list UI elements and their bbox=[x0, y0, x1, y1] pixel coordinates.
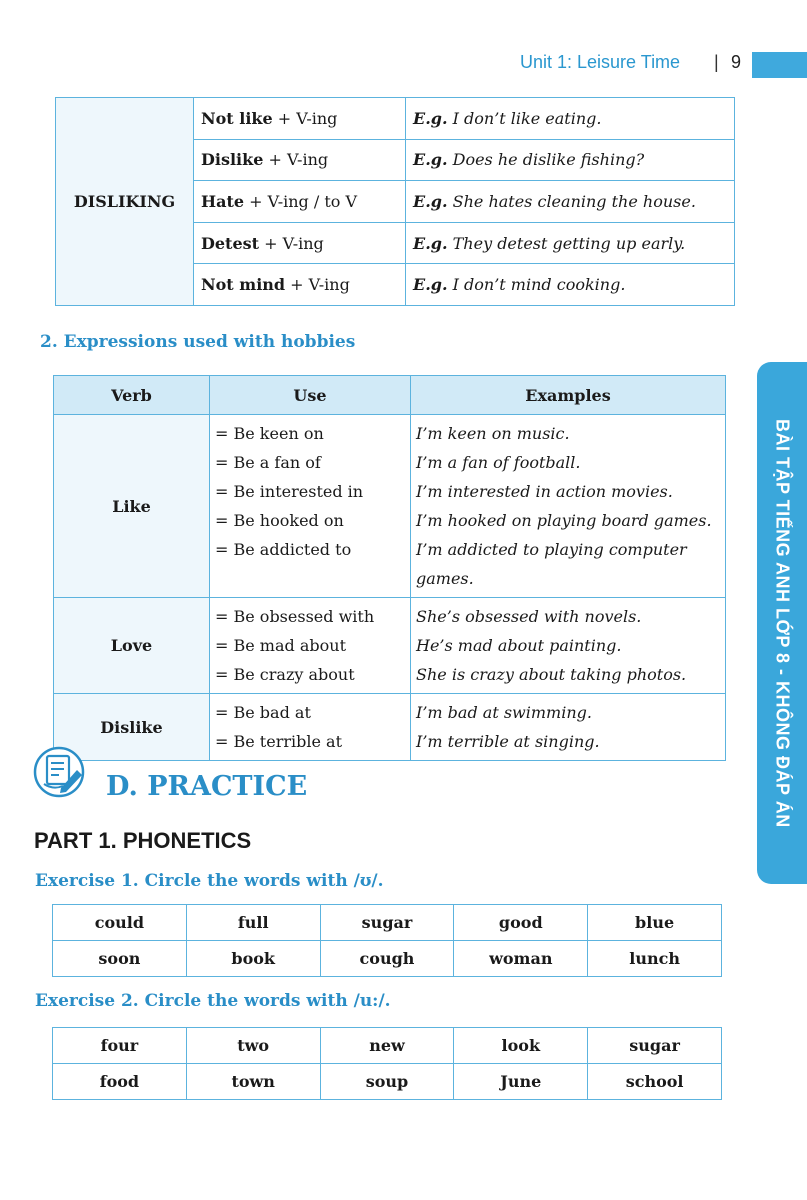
example-item: I’m keen on music. bbox=[416, 424, 570, 443]
table-row bbox=[53, 1064, 722, 1100]
example-item: She is crazy about taking photos. bbox=[416, 665, 687, 684]
word-cell[interactable]: full bbox=[186, 905, 320, 941]
example-cell bbox=[406, 264, 735, 306]
verb-cell: Dislike bbox=[54, 694, 210, 761]
examples-cell bbox=[411, 694, 726, 761]
eg-label: E.g. bbox=[413, 233, 448, 253]
form-verb: Hate bbox=[201, 191, 245, 211]
form-rest: + V-ing bbox=[285, 275, 350, 295]
word-cell[interactable]: June bbox=[454, 1064, 588, 1100]
section-heading: 2. Expressions used with hobbies bbox=[40, 332, 356, 352]
word-cell[interactable]: cough bbox=[320, 941, 454, 977]
use-cell bbox=[210, 415, 411, 598]
form-cell bbox=[194, 222, 406, 264]
example-cell bbox=[406, 181, 735, 223]
example-cell bbox=[406, 139, 735, 181]
use-cell bbox=[210, 694, 411, 761]
table-row bbox=[54, 598, 726, 694]
form-cell bbox=[194, 181, 406, 223]
table-header-row bbox=[54, 376, 726, 415]
example-text: Does he dislike fishing? bbox=[447, 150, 645, 170]
example-text: I don’t mind cooking. bbox=[447, 275, 626, 295]
expressions-table bbox=[53, 375, 726, 761]
word-cell[interactable]: sugar bbox=[320, 905, 454, 941]
table-row bbox=[53, 905, 722, 941]
exercise-2-table bbox=[52, 1027, 722, 1100]
example-item: She’s obsessed with novels. bbox=[416, 607, 642, 626]
column-header-use: Use bbox=[210, 376, 411, 415]
word-cell[interactable]: town bbox=[186, 1064, 320, 1100]
notebook-pencil-icon bbox=[33, 744, 91, 800]
exercise-2-title: Exercise 2. Circle the words with /u:/. bbox=[35, 991, 391, 1011]
word-cell[interactable]: lunch bbox=[588, 941, 722, 977]
form-rest: + V-ing / to V bbox=[244, 191, 358, 211]
word-cell[interactable]: school bbox=[588, 1064, 722, 1100]
side-book-title: BÀI TẬP TIẾNG ANH LỚP 8 - KHÔNG ĐÁP ÁN bbox=[772, 418, 793, 828]
word-cell[interactable]: could bbox=[53, 905, 187, 941]
header-tab-decoration bbox=[752, 52, 807, 78]
word-cell[interactable]: sugar bbox=[588, 1028, 722, 1064]
use-item: = Be interested in bbox=[215, 482, 364, 501]
eg-label: E.g. bbox=[413, 150, 448, 170]
examples-cell bbox=[411, 598, 726, 694]
example-item: I’m terrible at singing. bbox=[416, 732, 600, 751]
word-cell[interactable]: good bbox=[454, 905, 588, 941]
table-row bbox=[56, 98, 735, 140]
example-item: I’m a fan of football. bbox=[416, 453, 581, 472]
header-separator: | bbox=[714, 52, 719, 72]
example-item: I’m hooked on playing board games. bbox=[416, 511, 712, 530]
word-cell[interactable]: two bbox=[186, 1028, 320, 1064]
example-cell bbox=[406, 222, 735, 264]
word-cell[interactable]: woman bbox=[454, 941, 588, 977]
example-item: He’s mad about painting. bbox=[416, 636, 622, 655]
table-row bbox=[53, 1028, 722, 1064]
table-row bbox=[54, 694, 726, 761]
side-book-tab bbox=[757, 362, 807, 884]
exercise-1-title: Exercise 1. Circle the words with /ʊ/. bbox=[35, 871, 384, 891]
word-cell[interactable]: four bbox=[53, 1028, 187, 1064]
use-item: = Be crazy about bbox=[215, 665, 355, 684]
word-cell[interactable]: soup bbox=[320, 1064, 454, 1100]
use-item: = Be hooked on bbox=[215, 511, 344, 530]
form-verb: Not mind bbox=[201, 275, 286, 295]
form-cell bbox=[194, 264, 406, 306]
word-cell[interactable]: blue bbox=[588, 905, 722, 941]
exercise-1-table bbox=[52, 904, 722, 977]
use-item: = Be addicted to bbox=[215, 540, 352, 559]
disliking-table bbox=[55, 97, 735, 306]
example-text: I don’t like eating. bbox=[447, 108, 602, 128]
verb-cell: Love bbox=[54, 598, 210, 694]
word-cell[interactable]: soon bbox=[53, 941, 187, 977]
example-item: I’m interested in action movies. bbox=[416, 482, 673, 501]
word-cell[interactable]: food bbox=[53, 1064, 187, 1100]
part-title: PART 1. PHONETICS bbox=[34, 828, 252, 853]
form-rest: + V-ing bbox=[263, 150, 329, 170]
form-cell bbox=[194, 139, 406, 181]
verb-cell: Like bbox=[54, 415, 210, 598]
form-cell bbox=[194, 98, 406, 140]
example-item: I’m addicted to playing computer games. bbox=[416, 540, 687, 588]
form-rest: + V-ing bbox=[272, 108, 338, 128]
form-verb: Dislike bbox=[201, 150, 264, 170]
form-verb: Not like bbox=[201, 108, 273, 128]
page-number: 9 bbox=[731, 52, 742, 72]
use-cell bbox=[210, 598, 411, 694]
word-cell[interactable]: look bbox=[454, 1028, 588, 1064]
examples-cell bbox=[411, 415, 726, 598]
use-item: = Be obsessed with bbox=[215, 607, 375, 626]
use-item: = Be mad about bbox=[215, 636, 346, 655]
example-item: I’m bad at swimming. bbox=[416, 703, 592, 722]
form-rest: + V-ing bbox=[259, 233, 324, 253]
use-item: = Be keen on bbox=[215, 424, 324, 443]
example-cell bbox=[406, 98, 735, 140]
use-item: = Be terrible at bbox=[215, 732, 342, 751]
unit-title: Unit 1: Leisure Time bbox=[520, 52, 681, 72]
word-cell[interactable]: new bbox=[320, 1028, 454, 1064]
use-item: = Be a fan of bbox=[215, 453, 321, 472]
eg-label: E.g. bbox=[413, 275, 448, 295]
column-header-examples: Examples bbox=[411, 376, 726, 415]
column-header-verb: Verb bbox=[54, 376, 210, 415]
example-text: She hates cleaning the house. bbox=[447, 191, 696, 211]
practice-title: D. PRACTICE bbox=[106, 771, 308, 802]
example-text: They detest getting up early. bbox=[447, 233, 686, 253]
form-verb: Detest bbox=[201, 233, 260, 253]
eg-label: E.g. bbox=[413, 108, 448, 128]
category-cell: DISLIKING bbox=[56, 98, 194, 306]
word-cell[interactable]: book bbox=[186, 941, 320, 977]
table-row bbox=[53, 941, 722, 977]
eg-label: E.g. bbox=[413, 191, 448, 211]
table-row bbox=[54, 415, 726, 598]
use-item: = Be bad at bbox=[215, 703, 311, 722]
